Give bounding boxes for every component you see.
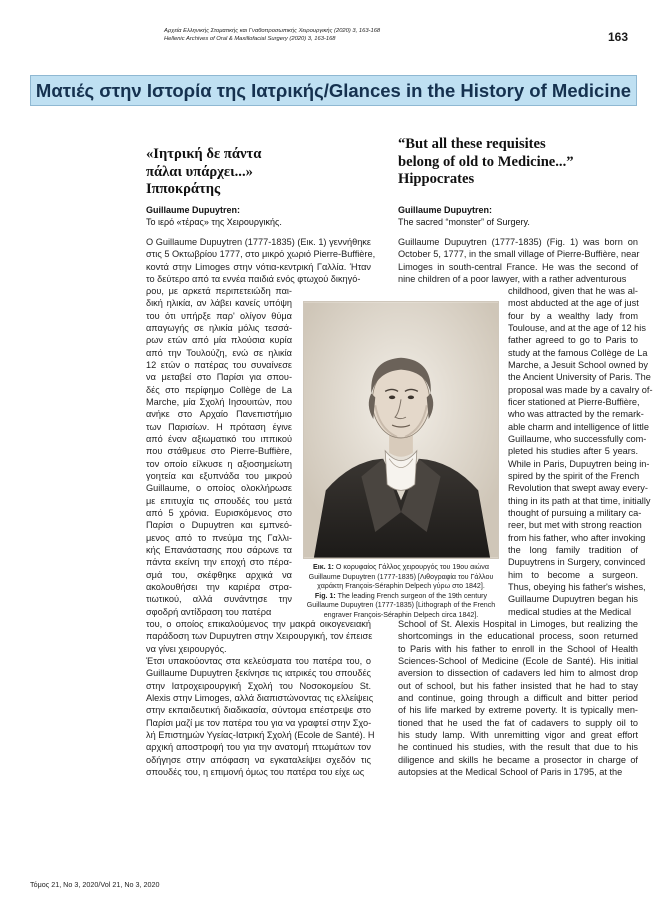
english-title-line: Hippocrates bbox=[398, 171, 475, 187]
text-line: four by a wealthy lady from bbox=[508, 310, 638, 321]
caption-english-label: Fig. 1: bbox=[314, 591, 336, 600]
text-line: and continue, going through a difficult and bitter period bbox=[398, 692, 638, 703]
text-line: από 5 χρόνια. Ευρισκόμενος στο bbox=[146, 507, 292, 518]
text-line: who was attracted by the remark- bbox=[508, 409, 644, 420]
section-banner bbox=[30, 75, 637, 106]
text-line: from his father, who after invoking bbox=[508, 532, 646, 543]
caption-english-text: The leading French surgeon of the 19th century Guillaume Dupuytren (1777-1835) [Lithograph of the French engraver François-Séraphin Delpech circa 1842]. bbox=[306, 591, 496, 619]
text-line: medical studies at the Medical bbox=[508, 606, 632, 617]
text-line: Alexis στην Limoges, αλλά διαπιστώνοντας τις ελλείψεις bbox=[146, 692, 374, 703]
text-line: 12 ετών ο πατέρας του συναίνεσε bbox=[146, 359, 292, 370]
text-line: Ο Guillaume Dupuytren (1777-1835) (Εικ. 1) γεννήθηκε bbox=[146, 237, 371, 247]
english-title-line: belong of old to Medicine...” bbox=[398, 153, 574, 170]
text-line: aversion to dissection of cadavers led him to almost drop bbox=[398, 668, 638, 679]
text-line: ακολουθήσει την καριέρα στρα- bbox=[146, 581, 292, 592]
text-line: τον οποίο είλκυσε η αξιοσημείωτη bbox=[146, 458, 292, 469]
greek-title-line: «Ιητρική δε πάντα bbox=[146, 146, 262, 162]
text-line: σπουδές του, η επιμονή όμως του πατέρα του είχε ως bbox=[146, 766, 365, 777]
english-paragraph-1 bbox=[398, 236, 638, 285]
text-line: him to become a surgeon. bbox=[508, 569, 638, 580]
english-article-title bbox=[398, 136, 638, 189]
greek-subtitle: Το ιερό «τέρας» της Χειρουργικής. bbox=[146, 217, 282, 228]
text-line: nine children of a poor lawyer, with a rather adventurous bbox=[398, 273, 627, 284]
text-line: το δεύτερο από τα εννέα παιδιά ενός φτωχού δικηγό- bbox=[146, 273, 361, 284]
text-line: του, ο οποίος επικαλούμενος την μακρά οικογενειακή bbox=[146, 619, 371, 629]
text-line: out of school, but his father insisted that he had to stay bbox=[398, 680, 638, 691]
text-line: tioned that he used the fat of cadavers to supply oil to bbox=[398, 717, 638, 728]
text-line: που στάθμευε στο Pierre-Buffière, bbox=[146, 446, 292, 457]
text-line: Guillaume, who successfully com- bbox=[508, 433, 647, 444]
greek-article-title bbox=[146, 146, 346, 199]
text-line: Marche, a Jesuit School owned by bbox=[508, 359, 648, 370]
greek-title-line: Ιπποκράτης bbox=[146, 181, 221, 197]
text-line: Sciences-School of Medicine (Ecole de Santé). His initial bbox=[398, 655, 638, 666]
greek-title-line: πάλαι υπάρχει...» bbox=[146, 163, 253, 180]
text-line: δές στο περίφημο Collège de La bbox=[146, 384, 292, 395]
text-line: thing in its path at that time, initially bbox=[508, 495, 651, 506]
text-line: αρχική αποστροφή του για την ανατομή πτωμάτων τον bbox=[146, 742, 371, 753]
text-line: Revolution that swept away every- bbox=[508, 483, 648, 494]
text-line: spired by the spirit of the French bbox=[508, 470, 640, 481]
text-line: he continued his studies, with the result that due to his bbox=[398, 742, 638, 753]
figure-caption bbox=[300, 563, 502, 620]
text-line: κοντά στην Limoges στην νότια-κεντρική Γαλλία. Ήταν bbox=[146, 261, 371, 272]
caption-greek-text: Ο κορυφαίος Γάλλος χειρουργός του 19ου αιώνα Guillaume Dupuytren (1777-1835) [Λιθογραφία του Γάλλου χαράκτη François-Séraphin Delpech γύρω στο 1842]. bbox=[308, 563, 494, 590]
text-line: diligence and skills he became a prosector in charge of bbox=[398, 754, 638, 765]
text-line: με επιτυχία τις σπουδές του μετά bbox=[146, 495, 292, 506]
text-line: proposal was made by a cavalry of- bbox=[508, 384, 653, 395]
greek-author: Guillaume Dupuytren: bbox=[146, 205, 241, 215]
text-line: από έναν αξιωματικό του ιππικού bbox=[146, 433, 292, 444]
greek-paragraph-4 bbox=[146, 655, 375, 778]
text-line: γοητεία και εξυπνάδα του μικρού bbox=[146, 470, 292, 481]
text-line: reer, but met with strong reaction bbox=[508, 520, 642, 531]
text-line: ρου, με αρκετά περιπετειώδη παι- bbox=[146, 286, 292, 296]
text-line: pleted his studies after 5 years. bbox=[508, 446, 638, 457]
text-line: able charm and intelligence of little bbox=[508, 421, 649, 432]
journal-header bbox=[164, 27, 564, 43]
text-line: μενος από το πνεύμα της Γαλλι- bbox=[146, 532, 292, 543]
text-line: τιωτικού, αλλά συνάντησε την bbox=[146, 594, 292, 605]
text-line: Dupuytrens in Surgery, convinced bbox=[508, 557, 646, 568]
caption-english bbox=[300, 592, 502, 621]
text-line: Guillaume Dupuytren ξεκίνησε τις ιατρικές του σπουδές bbox=[146, 668, 371, 679]
text-line: Guillaume Dupuytren began his bbox=[508, 594, 638, 605]
text-line: his study lamp. With unremitting vigor and great effort bbox=[398, 729, 638, 740]
text-line: the long family tradition of bbox=[508, 544, 638, 555]
greek-paragraph-2 bbox=[146, 285, 292, 618]
text-line: the Ancient University of Paris. The bbox=[508, 372, 651, 383]
text-line: Guillaume Dupuytren (1777-1835) (Fig. 1) was born on bbox=[398, 237, 638, 247]
text-line: Παρίσι μαζί με τον πατέρα του για να γραφτεί στην Σχο- bbox=[146, 717, 372, 728]
text-line: σμά του, σκέφθηκε αρχικά να bbox=[146, 569, 292, 580]
text-line: ficer stationed at Pierre-Buffière, bbox=[508, 396, 640, 407]
text-line: father agreed to go to Paris to bbox=[508, 335, 638, 346]
portrait-figure bbox=[303, 301, 499, 559]
text-line: των Παρισίων. Η πρόταση έγινε bbox=[146, 421, 292, 432]
english-author: Guillaume Dupuytren: bbox=[398, 205, 493, 215]
text-line: While in Paris, Dupuytren being in- bbox=[508, 458, 650, 469]
text-line: School of St. Alexis Hospital in Limoges, but realizing the bbox=[398, 619, 638, 629]
text-line: study at the famous Collège de La bbox=[508, 347, 648, 358]
portrait-lithograph bbox=[304, 302, 498, 558]
text-line: του ότι υπήρξε παρ' ολίγον θύμα bbox=[146, 310, 292, 321]
text-line: να μεταβεί στο Παρίσι για σπου- bbox=[146, 372, 292, 383]
text-line: ρων ετών από μία πλούσια κυρία bbox=[146, 335, 292, 346]
text-line: thought of pursuing a military ca- bbox=[508, 507, 642, 518]
text-line: κής Επανάστασης που σάρωνε τα bbox=[146, 544, 292, 555]
journal-name-english: Hellenic Archives of Oral & Maxillofacial Surgery (2020) 3, 163-168 bbox=[164, 36, 336, 42]
text-line: λή Επιστημών Υγείας-Ιατρική Σχολή (Ecole de Santé). Η bbox=[146, 729, 375, 740]
text-line: στην εκπαιδευτική διαδικασία, σύντομα επέστρεψε στο bbox=[146, 705, 371, 716]
page-number: 163 bbox=[608, 30, 629, 44]
text-line: shortcomings in the educational process, soon returned bbox=[398, 631, 638, 642]
section-title: Ματιές στην Ιστορία της Ιατρικής/Glances in the History of Medicine bbox=[35, 79, 632, 101]
journal-name-greek: Αρχεία Ελληνικής Στοματικής και Γναθοπροσωπικής Χειρουργικής (2020) 3, 163-168 bbox=[164, 28, 381, 34]
english-paragraph-3 bbox=[398, 618, 638, 778]
text-line: σφοδρή αντίδραση του πατέρα bbox=[146, 606, 272, 617]
english-subtitle: The sacred “monster” of Surgery. bbox=[398, 217, 530, 228]
text-line: από την Τουλούζη, ενώ σε ηλικία bbox=[146, 347, 292, 358]
text-line: most abducted at the age of just bbox=[508, 298, 639, 309]
text-line: στην Ιατροχειρουργική Σχολή του Νοσοκομείου St. bbox=[146, 680, 371, 691]
text-line: να γίνει χειρουργός. bbox=[146, 643, 227, 654]
english-title-line: “But all these requisites bbox=[398, 136, 546, 152]
text-line: autopsies at the Medical School of Paris in 1795, at the bbox=[398, 766, 623, 777]
text-line: to Paris with his father to enroll in the School of Health bbox=[398, 643, 638, 654]
text-line: Marche, μία Σχολή Ιησουιτών, που bbox=[146, 396, 292, 407]
text-line: childhood, given that he was al- bbox=[508, 286, 638, 296]
english-subheading bbox=[398, 204, 638, 229]
caption-greek-label: Εικ. 1: bbox=[313, 563, 334, 571]
greek-subheading bbox=[146, 204, 346, 229]
text-line: δική ηλικία, αν λάβει κανείς υπόψη bbox=[146, 298, 292, 309]
text-line: Guillaume, ο οποίος ολοκλήρωσε bbox=[146, 483, 292, 494]
text-line: of his life marked by extreme poverty. It is typically men- bbox=[398, 705, 638, 716]
text-line: Έτσι υπακούοντας στα κελεύσματα του πατέρα του, ο bbox=[146, 656, 371, 666]
greek-paragraph-1 bbox=[146, 236, 376, 285]
text-line: Toulouse, and at the age of 12 his bbox=[508, 322, 646, 333]
text-line: Παρίσι ο Dupuytren και εμπνεό- bbox=[146, 520, 292, 531]
text-line: στις 5 Οκτωβρίου 1777, στο μικρό χωριό Pierre-Buffière, bbox=[146, 249, 376, 260]
text-line: οδήγησε στην απόφαση να εγκαταλείψει σχεδόν τις bbox=[146, 754, 371, 765]
text-line: παράδοση των Dupuytren στην Χειρουργική, τον έπεισε bbox=[146, 631, 373, 642]
text-line: απαγωγής σε ηλικία μόλις τεσσά- bbox=[146, 322, 292, 333]
text-line: πάντα εκείνη την εποχή στο πέρα- bbox=[146, 557, 292, 568]
caption-greek bbox=[300, 563, 502, 592]
page-footer: Τόμος 21, No 3, 2020/Vol 21, No 3, 2020 bbox=[30, 880, 160, 889]
text-line: Limoges in south-central France. He was the second of bbox=[398, 261, 638, 272]
greek-paragraph-3 bbox=[146, 618, 371, 655]
english-paragraph-2 bbox=[508, 285, 653, 618]
text-line: Thus, obeying his father's wishes, bbox=[508, 581, 646, 592]
text-line: October 5, 1777, in the small village of Pierre-Buffière, near bbox=[398, 249, 640, 260]
text-line: ανήκε στο Αρχαίο Πανεπιστήμιο bbox=[146, 409, 292, 420]
